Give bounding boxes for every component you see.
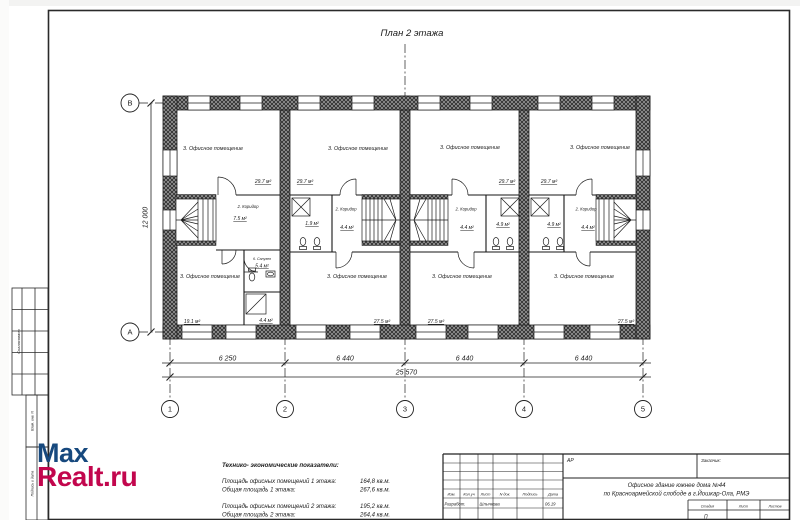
stamp-col-podpis: Подпись	[522, 492, 538, 497]
grid-bubble-B: В	[127, 98, 133, 108]
tech-row-4-value: 264,4 кв.м.	[360, 512, 391, 519]
tech-row-3-label: Площадь офисных помещений 2 этажа:	[222, 504, 337, 510]
area-san-u1: 5.4 м²	[255, 263, 269, 270]
shower-square-unit4	[531, 198, 549, 216]
room-label-office-u2-bottom: 3. Офисное помещение	[326, 274, 388, 280]
tech-title: Технико- экономические показатели:	[222, 462, 339, 469]
wc-unit1	[249, 268, 256, 281]
room-label-corridor-u2: 2. Коридор	[335, 206, 357, 212]
wc-unit2b	[314, 238, 321, 250]
grid-bubble-5: 5	[640, 404, 646, 414]
area-office-u2-top: 29.7 м²	[296, 179, 314, 185]
shower-square-unit1	[246, 294, 266, 314]
stair-unit1	[176, 199, 216, 241]
wc-unit4b	[557, 238, 564, 250]
stair-unit3	[410, 199, 448, 241]
area-office-u1-top: 29.7 м²	[254, 179, 272, 185]
grid-bubbles	[121, 94, 652, 418]
stamp-sheets-label: Листов	[768, 504, 782, 509]
stamp-stage-label: Стадия	[700, 504, 715, 509]
area-office-u2-bottom: 27.5 м²	[373, 319, 391, 325]
stamp-col-koluch: Кол.уч	[463, 492, 475, 497]
side-strip-podpis-data-label: Подпись и дата	[30, 470, 35, 497]
wc-unit4a	[543, 238, 550, 250]
room-label-corridor-u4: 2. Коридор	[575, 206, 597, 212]
watermark-line1: Max	[37, 438, 89, 468]
dim-span-2: 6 440	[336, 355, 354, 363]
area-office-u1-bottom: 19.1 м²	[183, 319, 201, 325]
dim-span-1: 6 250	[218, 355, 237, 363]
dim-span-3: 6 440	[455, 355, 474, 363]
side-strip-vzam-inv-label: Взам. инв. N	[30, 411, 35, 431]
dim-span-4: 6 440	[574, 355, 593, 363]
area-office-u4-bottom: 27.5 м²	[617, 319, 635, 325]
grid-bubble-A: А	[127, 327, 133, 337]
grid-bubble-3: 3	[402, 404, 408, 414]
stair-unit2	[362, 199, 400, 241]
stamp-code: АР	[567, 458, 574, 464]
stamp-col-list: Лист	[480, 492, 491, 497]
tech-row-1-label: Площадь офисных помещений 1 этажа:	[222, 479, 337, 485]
stamp-col-izm: Изм.	[447, 492, 456, 497]
area-corridor-u2: 4.4 м²	[340, 225, 354, 231]
area-hall-u1: 4.4 м²	[259, 318, 273, 324]
area-wc-u4: 4.9 м²	[547, 222, 561, 228]
room-label-office-u4-top: 3. Офисное помещение	[569, 145, 631, 151]
stamp-col-data: Дата	[547, 492, 559, 497]
room-label-office-u1-bottom: 3. Офисное помещение	[179, 274, 241, 280]
room-label-office-u4-bottom: 3. Офисное помещение	[553, 274, 615, 280]
tech-row-2-value: 267,6 кв.м.	[360, 487, 391, 494]
side-strip-agreed-label: Согласовано	[16, 329, 21, 354]
stamp-project-line2: по Красноармейской слободе в г.Йошкар-Ола, РМЭ	[603, 491, 750, 498]
stamp-stage-value: П	[704, 514, 708, 520]
wc-unit3a	[493, 238, 500, 250]
area-office-u3-top: 29.7 м²	[498, 179, 516, 185]
shower-square-unit3	[501, 198, 519, 216]
stamp-project-line1: Офисное здание южнее дома №44	[627, 483, 726, 489]
shower-square-unit2	[292, 198, 310, 216]
wc-unit2a	[300, 238, 307, 250]
grid-bubble-4: 4	[521, 404, 527, 414]
stamp-customer-label: Заказчик:	[701, 458, 721, 463]
sink-unit1	[266, 271, 275, 277]
room-label-san-u1: 6. Санузел	[253, 257, 271, 261]
area-wc-u3: 4.9 м²	[496, 222, 510, 228]
area-wc-u2: 1.9 м²	[305, 221, 319, 227]
area-office-u4-top: 29.7 м²	[540, 179, 558, 185]
area-office-u3-bottom: 27.5 м²	[427, 319, 445, 325]
grid-bubble-1: 1	[167, 404, 173, 414]
stair-unit4	[596, 199, 636, 241]
area-corridor-u3: 4.4 м²	[460, 225, 474, 231]
tech-row-2-label: Общая площадь 1 этажа:	[222, 487, 296, 494]
wc-unit3b	[507, 238, 514, 250]
stamp-row-name: Шлычкова	[479, 501, 500, 507]
dim-total: 25 570	[395, 369, 418, 377]
stamp-sheet-label: Лист	[738, 504, 749, 509]
plan-title: План 2 этажа	[380, 28, 444, 39]
room-label-office-u1-top: 3. Офисное помещение	[182, 146, 244, 152]
maxrealt-watermark	[37, 438, 138, 492]
area-corridor-u4: 4.4 м²	[581, 225, 595, 231]
stamp-row-date: 06.19	[545, 501, 556, 507]
room-label-office-u3-bottom: 3. Офисное помещение	[431, 274, 493, 280]
room-label-office-u3-top: 3. Офисное помещение	[439, 145, 501, 151]
tech-indicators	[222, 462, 390, 519]
stamp-row-role: Разработ.	[444, 501, 466, 507]
stamp-col-ndok: N док.	[499, 492, 511, 497]
grid-bubble-2: 2	[282, 404, 288, 414]
tech-row-4-label: Общая площадь 2 этажа:	[222, 512, 296, 519]
watermark-line2: Realt.ru	[37, 461, 138, 492]
title-block	[443, 454, 790, 520]
area-corridor-u1: 7.5 м²	[233, 216, 247, 222]
room-label-corridor-u3: 2. Коридор	[455, 206, 477, 212]
tech-row-1-value: 164,8 кв.м.	[360, 479, 391, 485]
room-label-corridor-u1: 2. Коридор	[237, 204, 259, 209]
tech-row-3-value: 195,2 кв.м.	[360, 504, 391, 510]
dim-side: 12 000	[142, 206, 150, 229]
room-label-office-u2-top: 3. Офисное помещение	[327, 146, 389, 152]
